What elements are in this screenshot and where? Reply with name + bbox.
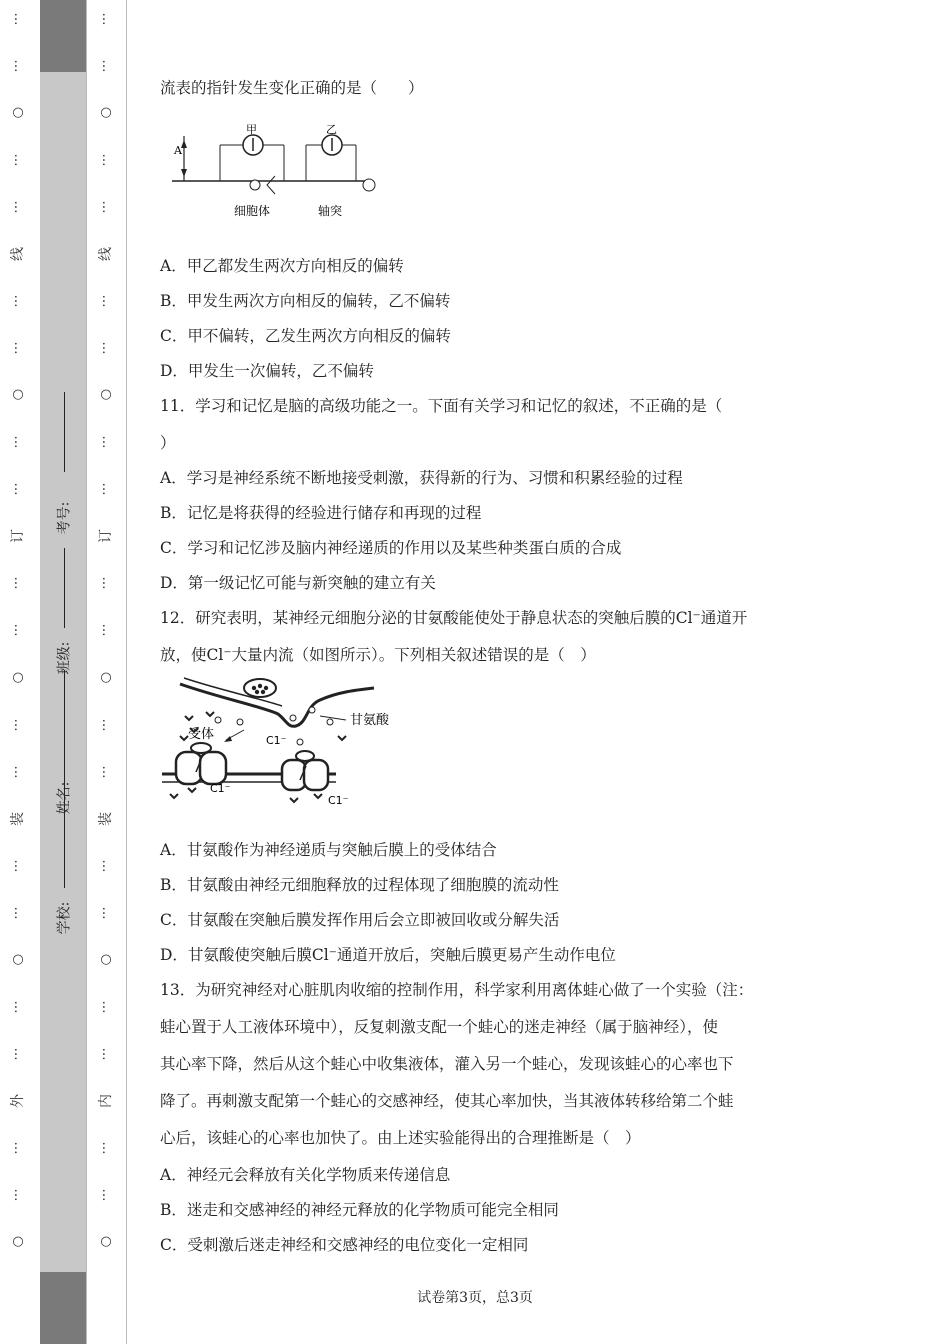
binding-mark: ○ bbox=[12, 1234, 24, 1249]
binding-mark: … bbox=[11, 765, 26, 779]
q10-option-d: D．甲发生一次偏转，乙不偏转 bbox=[160, 362, 374, 380]
name-field: 姓名: bbox=[56, 781, 72, 815]
q10-option-c: C．甲不偏转，乙发生两次方向相反的偏转 bbox=[160, 327, 451, 345]
binding-mark: 内 bbox=[98, 1094, 114, 1108]
axon-label: 轴突 bbox=[318, 204, 343, 218]
q11-option-b: B．记忆是将获得的经验进行储存和再现的过程 bbox=[160, 504, 482, 522]
receptor-label: 受体 bbox=[188, 727, 215, 742]
binding-mark: ○ bbox=[12, 670, 24, 685]
q11-option-c: C．学习和记忆涉及脑内神经递质的作用以及某些种类蛋白质的合成 bbox=[160, 539, 622, 557]
q11-stem: 11．学习和记忆是脑的高级功能之一。下面有关学习和记忆的叙述，不正确的是（ bbox=[160, 397, 723, 415]
examno-underline-2 bbox=[64, 392, 65, 472]
q10-option-b: B．甲发生两次方向相反的偏转，乙不偏转 bbox=[160, 292, 451, 310]
strip-bottom-block bbox=[40, 1272, 86, 1344]
binding-mark: … bbox=[99, 576, 114, 590]
cell-body-label: 细胞体 bbox=[234, 204, 271, 218]
binding-mark: 外 bbox=[10, 1094, 26, 1108]
cl-label-3: C1⁻ bbox=[328, 794, 349, 807]
binding-mark: … bbox=[99, 482, 114, 496]
binding-mark: … bbox=[99, 1047, 114, 1061]
binding-mark: ○ bbox=[100, 1234, 112, 1249]
binding-mark: 装 bbox=[98, 812, 114, 826]
binding-mark: … bbox=[11, 1000, 26, 1014]
binding-mark: … bbox=[11, 623, 26, 637]
binding-mark: … bbox=[99, 1141, 114, 1155]
q11-option-d: D．第一级记忆可能与新突触的建立有关 bbox=[160, 574, 436, 592]
binding-mark: ○ bbox=[100, 952, 112, 967]
q13-option-a: A．神经元会释放有关化学物质来传递信息 bbox=[160, 1166, 451, 1184]
q13-option-b: B．迷走和交感神经的神经元释放的化学物质可能完全相同 bbox=[160, 1201, 559, 1219]
gutter-divider bbox=[86, 0, 87, 1344]
binding-mark: … bbox=[11, 1047, 26, 1061]
q13-stem-line3: 其心率下降，然后从这个蛙心中收集液体，灌入另一个蛙心，发现该蛙心的心率也下 bbox=[160, 1055, 734, 1073]
q13-stem-line1: 13．为研究神经对心脏肌肉收缩的控制作用，科学家利用离体蛙心做了一个实验（注： bbox=[160, 981, 754, 999]
binding-mark: … bbox=[11, 59, 26, 73]
figure-synapse-glycine bbox=[160, 676, 410, 810]
exam-no-field: 考号: bbox=[56, 501, 72, 535]
binding-mark: … bbox=[99, 59, 114, 73]
binding-mark: … bbox=[99, 718, 114, 732]
page-footer: 试卷第3页，总3页 bbox=[417, 1290, 533, 1306]
receptor-icon bbox=[191, 743, 211, 753]
binding-mark: … bbox=[99, 341, 114, 355]
q12-option-c: C．甘氨酸在突触后膜发挥作用后会立即被回收或分解失活 bbox=[160, 911, 560, 929]
binding-mark: … bbox=[99, 1000, 114, 1014]
point-a-label: A bbox=[174, 144, 182, 157]
binding-mark: ○ bbox=[12, 952, 24, 967]
binding-mark: 订 bbox=[98, 529, 114, 543]
binding-mark: … bbox=[99, 623, 114, 637]
binding-mark: … bbox=[99, 765, 114, 779]
examno-underline bbox=[64, 548, 65, 628]
binding-mark: 订 bbox=[10, 529, 26, 543]
binding-mark: … bbox=[11, 294, 26, 308]
binding-mark: … bbox=[99, 12, 114, 26]
gutter-border bbox=[126, 0, 127, 1344]
binding-mark: … bbox=[11, 906, 26, 920]
q13-stem-line2: 蛙心置于人工液体环境中），反复刺激支配一个蛙心的迷走神经（属于脑神经），使 bbox=[160, 1018, 719, 1036]
binding-mark: ○ bbox=[100, 670, 112, 685]
inner-binding-marks bbox=[96, 0, 116, 1344]
figure-meters-neuron bbox=[170, 118, 390, 224]
meter-jia-label: 甲 bbox=[246, 123, 257, 136]
q11-stem-end: ） bbox=[160, 434, 176, 452]
binding-mark: ○ bbox=[12, 105, 24, 120]
q12-option-b: B．甘氨酸由神经元细胞释放的过程体现了细胞膜的流动性 bbox=[160, 876, 559, 894]
binding-mark: ○ bbox=[100, 105, 112, 120]
binding-mark: … bbox=[99, 859, 114, 873]
q12-option-d: D．甘氨酸使突触后膜Cl⁻通道开放后，突触后膜更易产生动作电位 bbox=[160, 946, 616, 964]
cl-label-2: C1⁻ bbox=[210, 782, 231, 795]
q12-stem: 12．研究表明，某神经元细胞分泌的甘氨酸能使处于静息状态的突触后膜的Cl⁻通道开 bbox=[160, 609, 748, 627]
binding-mark: … bbox=[99, 153, 114, 167]
binding-mark: 装 bbox=[10, 812, 26, 826]
binding-mark: … bbox=[11, 482, 26, 496]
binding-mark: … bbox=[11, 435, 26, 449]
strip-top-block bbox=[40, 0, 86, 72]
cl-label-1: C1⁻ bbox=[266, 734, 287, 747]
binding-mark: … bbox=[99, 294, 114, 308]
binding-mark: … bbox=[99, 435, 114, 449]
class-underline bbox=[64, 670, 65, 770]
q12-stem-end: 放，使Cl⁻大量内流（如图所示）。下列相关叙述错误的是（ ） bbox=[160, 646, 596, 664]
q13-option-c: C．受刺激后迷走神经和交感神经的电位变化一定相同 bbox=[160, 1236, 529, 1254]
outer-binding-marks bbox=[8, 0, 28, 1344]
binding-mark: … bbox=[11, 718, 26, 732]
q10-option-a: A．甲乙都发生两次方向相反的偏转 bbox=[160, 257, 404, 275]
binding-mark: … bbox=[11, 1188, 26, 1202]
binding-mark: ○ bbox=[12, 387, 24, 402]
binding-mark: … bbox=[11, 341, 26, 355]
q10-stem-end: 流表的指针发生变化正确的是（ ） bbox=[160, 79, 424, 97]
binding-mark: … bbox=[11, 153, 26, 167]
binding-mark: … bbox=[11, 12, 26, 26]
binding-mark: … bbox=[11, 1141, 26, 1155]
binding-mark: … bbox=[99, 200, 114, 214]
binding-mark: … bbox=[11, 576, 26, 590]
binding-mark: 线 bbox=[98, 247, 114, 261]
glycine-label: 甘氨酸 bbox=[350, 713, 390, 728]
binding-mark: … bbox=[11, 200, 26, 214]
q13-stem-line5: 心后，该蛙心的心率也加快了。由上述实验能得出的合理推断是（ ） bbox=[160, 1129, 641, 1147]
binding-mark: … bbox=[99, 906, 114, 920]
school-field: 学校: bbox=[56, 901, 72, 935]
binding-mark: … bbox=[99, 1188, 114, 1202]
binding-mark: 线 bbox=[10, 247, 26, 261]
q12-option-a: A．甘氨酸作为神经递质与突触后膜上的受体结合 bbox=[160, 841, 497, 859]
binding-mark: … bbox=[11, 859, 26, 873]
q11-option-a: A．学习是神经系统不断地接受刺激，获得新的行为、习惯和积累经验的过程 bbox=[160, 469, 683, 487]
q13-stem-line4: 降了。再刺激支配第一个蛙心的交感神经，使其心率加快，当其液体转移给第二个蛙 bbox=[160, 1092, 734, 1110]
meter-yi-label: 乙 bbox=[326, 123, 337, 136]
binding-mark: ○ bbox=[100, 387, 112, 402]
class-field: 班级: bbox=[56, 641, 72, 675]
